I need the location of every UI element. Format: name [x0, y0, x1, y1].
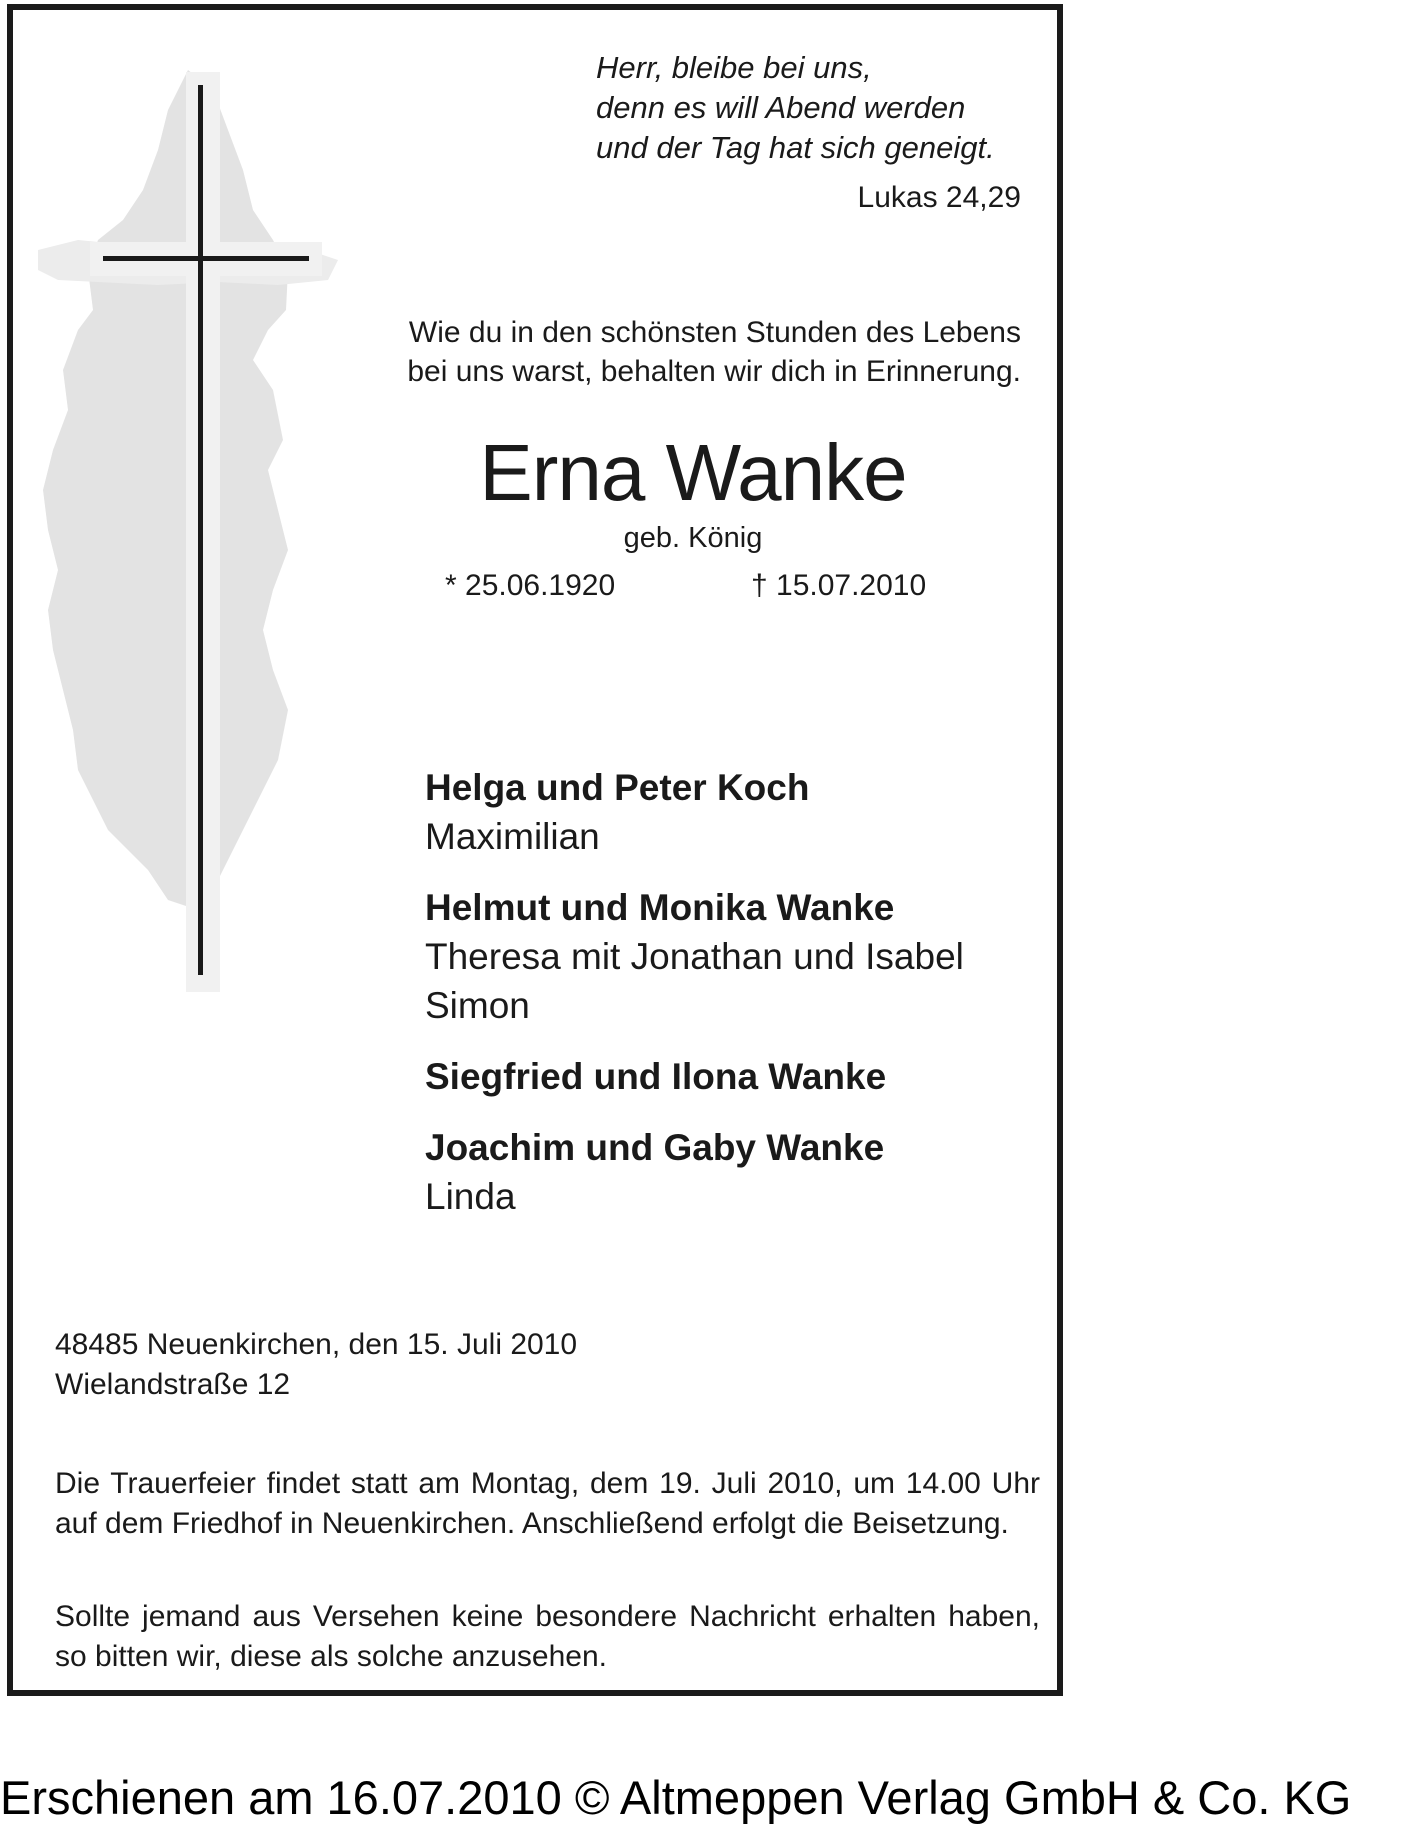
- service-info: Die Trauerfeier findet statt am Montag, dem 19. Juli 2010, um 14.00 Uhr auf dem Friedhof in Neuenkirchen. Anschließend erfolgt die Beisetzung.: [55, 1467, 1040, 1540]
- cross-vertical-bar: [198, 85, 203, 975]
- family-head: Joachim und Gaby Wanke: [425, 1127, 885, 1168]
- verse-line: und der Tag hat sich geneigt.: [596, 130, 995, 165]
- verse-reference: Lukas 24,29: [857, 181, 1021, 214]
- family-group: [425, 1053, 1065, 1101]
- family-member: Linda: [425, 1176, 516, 1217]
- death-date: † 15.07.2010: [751, 569, 927, 602]
- cross-icon: [38, 70, 368, 1020]
- family-member: Theresa mit Jonathan und Isabel: [425, 936, 964, 977]
- bible-verse: [596, 48, 1036, 168]
- birth-date: * 25.06.1920: [445, 569, 616, 602]
- verse-line: Herr, bleibe bei uns,: [596, 50, 872, 85]
- family-group: [425, 884, 1065, 1030]
- mourners-list: [425, 764, 1065, 1244]
- family-head: Helga und Peter Koch: [425, 767, 810, 808]
- obituary-notice: [7, 4, 1063, 1696]
- family-member: Simon: [425, 985, 530, 1026]
- memorial-line: bei uns warst, behalten wir dich in Erinnerung.: [407, 355, 1021, 388]
- memorial-line: Wie du in den schönsten Stunden des Lebens: [408, 316, 1021, 349]
- address-block: [55, 1325, 577, 1405]
- cross-horizontal-bar: [103, 256, 309, 261]
- deceased-name: Erna Wanke: [479, 428, 907, 517]
- family-member: Maximilian: [425, 816, 600, 857]
- address-line: 48485 Neuenkirchen, den 15. Juli 2010: [55, 1328, 578, 1361]
- memorial-text: [407, 313, 1021, 391]
- verse-line: denn es will Abend werden: [596, 90, 966, 125]
- family-group: [425, 1124, 1065, 1221]
- family-head: Helmut und Monika Wanke: [425, 887, 895, 928]
- notification-note: Sollte jemand aus Versehen keine besondere Nachricht erhalten haben, so bitten wir, diese als solche anzusehen.: [55, 1600, 1040, 1673]
- family-head: Siegfried und Ilona Wanke: [425, 1056, 887, 1097]
- maiden-name: geb. König: [623, 522, 763, 554]
- family-group: [425, 764, 1065, 861]
- address-line: Wielandstraße 12: [55, 1368, 291, 1401]
- publication-footer: Erschienen am 16.07.2010 © Altmeppen Verlag GmbH & Co. KG: [0, 1771, 1352, 1824]
